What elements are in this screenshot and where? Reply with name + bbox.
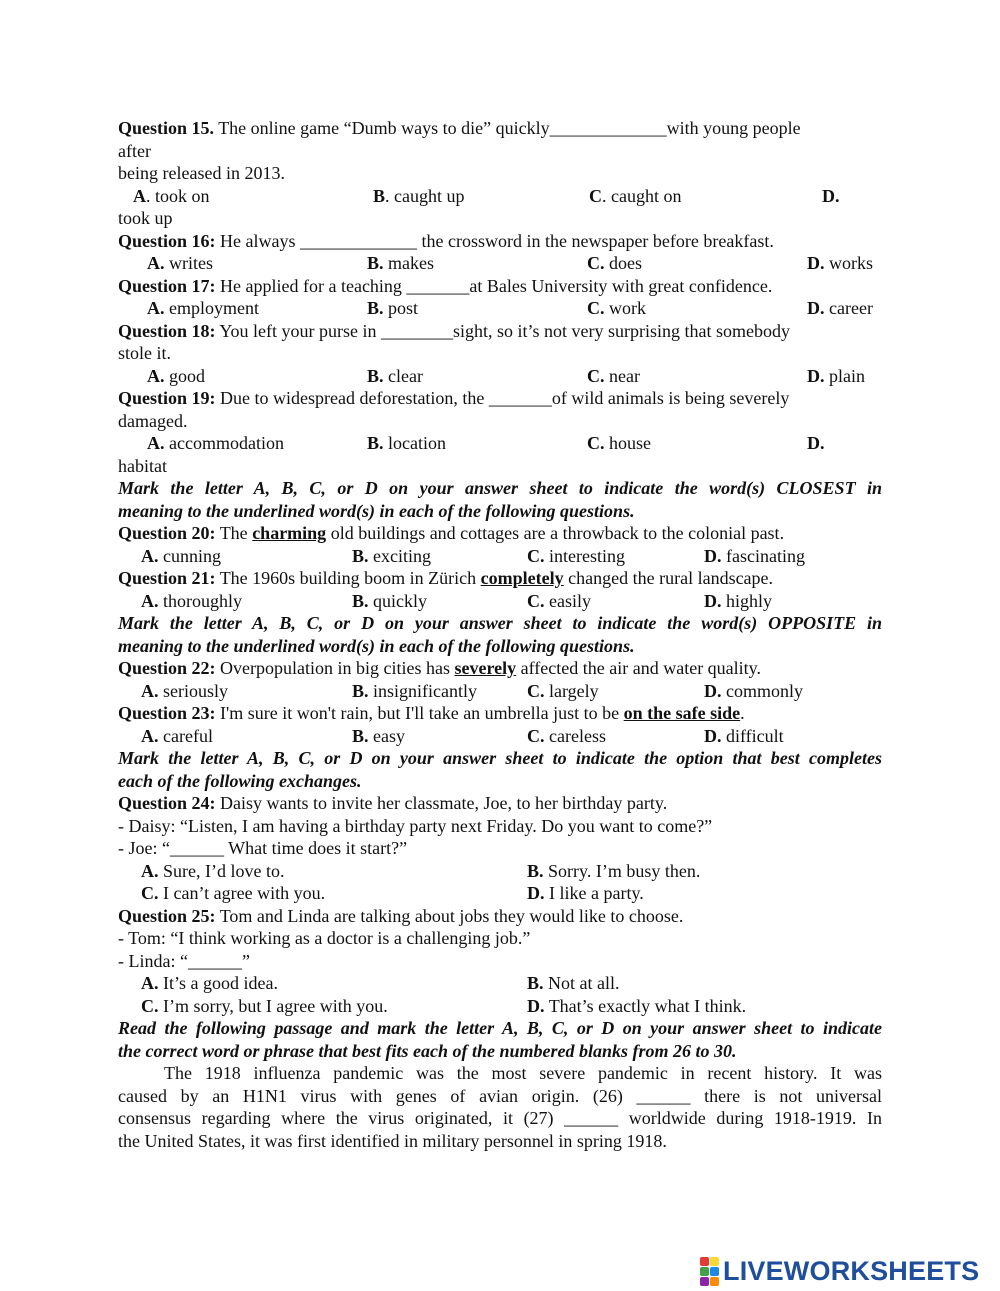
option-a[interactable]: A. employment: [147, 298, 259, 318]
option-a[interactable]: A. accommodation: [147, 433, 284, 453]
dialogue-joe: - Joe: “______ What time does it start?”: [118, 838, 408, 858]
underlined-word: charming: [252, 523, 327, 543]
liveworksheets-logo: [700, 1256, 979, 1286]
worksheet-page: [118, 117, 882, 1152]
option-a[interactable]: A. cunning: [141, 545, 221, 566]
question-25-stem: Question 25: Tom and Linda are talking about jobs they would like to choose.: [118, 905, 684, 926]
option-b[interactable]: B. easy: [352, 725, 405, 746]
option-a[interactable]: A. seriously: [141, 680, 228, 701]
option-b[interactable]: B. Not at all.: [527, 973, 620, 993]
option-a[interactable]: A. thoroughly: [141, 590, 242, 611]
question-18-options: [118, 365, 882, 388]
question-16-options: [118, 252, 882, 275]
option-c[interactable]: C. careless: [527, 725, 606, 746]
option-b[interactable]: B. insignificantly: [352, 680, 477, 701]
option-a[interactable]: A. careful: [141, 725, 213, 746]
option-c[interactable]: C. largely: [527, 680, 599, 701]
option-c[interactable]: C. easily: [527, 590, 591, 611]
underlined-phrase: on the safe side: [623, 703, 741, 723]
instruction-opposite: Mark the letter A, B, C, or D on your answer sheet to indicate the word(s) OPPOSITE in: [118, 613, 882, 633]
logo-block: [710, 1277, 719, 1286]
option-b[interactable]: B. exciting: [352, 545, 431, 566]
option-d[interactable]: D. career: [807, 298, 873, 318]
question-21-options: [118, 590, 882, 613]
option-d-text[interactable]: took up: [118, 208, 173, 228]
question-23-stem: Question 23: I'm sure it won't rain, but I'll take an umbrella just to be on the safe side.: [118, 703, 745, 723]
question-19-stem-cont: damaged.: [118, 410, 188, 431]
question-20-options: [118, 545, 882, 568]
option-d-letter[interactable]: D.: [822, 185, 840, 206]
reading-passage: [118, 1062, 882, 1152]
dialogue-linda: - Linda: “______”: [118, 950, 250, 971]
question-24-options-row1: [118, 860, 882, 883]
logo-blocks-icon: [700, 1257, 719, 1286]
option-b[interactable]: B. makes: [367, 253, 434, 273]
option-a[interactable]: A. Sure, I’d love to.: [141, 860, 285, 881]
question-15-stem-cont2: being released in 2013.: [118, 163, 285, 183]
option-b[interactable]: B. post: [367, 298, 419, 318]
option-d[interactable]: D. difficult: [704, 725, 784, 746]
passage-line: consensus regarding where the virus originated, it (27) ______ worldwide during 1918-1919. In: [118, 1108, 882, 1128]
question-17-stem: Question 17: He applied for a teaching _______at Bales University with great confidence.: [118, 275, 773, 296]
instruction-closest-cont: meaning to the underlined word(s) in each of the following questions.: [118, 500, 635, 521]
passage-line: The 1918 influenza pandemic was the most severe pandemic in recent history. It was: [164, 1063, 882, 1083]
question-25-options-row1: [118, 972, 882, 995]
question-22-stem: Question 22: Overpopulation in big cities has severely affected the air and water quality.: [118, 658, 762, 678]
instruction-exchange: Mark the letter A, B, C, or D on your answer sheet to indicate the option that best completes: [118, 748, 882, 768]
question-25-options-row2: [118, 995, 882, 1018]
option-c[interactable]: C. does: [587, 253, 642, 273]
option-b[interactable]: B. clear: [367, 365, 423, 386]
passage-line: caused by an H1N1 virus with genes of avian origin. (26) ______ there is not universal: [118, 1085, 882, 1106]
option-d[interactable]: D. I like a party.: [527, 883, 644, 903]
option-d[interactable]: D. fascinating: [704, 545, 805, 566]
question-20-stem: Question 20: The charming old buildings and cottages are a throwback to the colonial past.: [118, 523, 785, 543]
instruction-opposite-cont: meaning to the underlined word(s) in each of the following questions.: [118, 635, 635, 656]
option-c[interactable]: C. interesting: [527, 545, 625, 566]
question-18-stem: Question 18: You left your purse in ________sight, so it’s not very surprising that somebody: [118, 320, 791, 341]
logo-block: [700, 1267, 709, 1276]
question-15-stem: Question 15. The online game “Dumb ways to die” quickly_____________with young people: [118, 118, 801, 138]
logo-block: [710, 1257, 719, 1266]
option-a[interactable]: A. good: [147, 365, 205, 386]
question-24-options-row2: [118, 882, 882, 905]
question-18-stem-cont: stole it.: [118, 343, 171, 363]
option-b[interactable]: B. caught up: [373, 185, 465, 206]
question-19-stem: Question 19: Due to widespread deforestation, the _______of wild animals is being severely: [118, 388, 790, 408]
option-c[interactable]: C. caught on: [589, 185, 682, 206]
option-d[interactable]: D. highly: [704, 590, 773, 611]
option-c[interactable]: C. I’m sorry, but I agree with you.: [141, 995, 388, 1016]
option-c[interactable]: C. work: [587, 298, 646, 318]
question-15-options: [118, 185, 882, 208]
logo-block: [700, 1257, 709, 1266]
option-b[interactable]: B. Sorry. I’m busy then.: [527, 860, 701, 881]
option-d[interactable]: D. works: [807, 253, 873, 273]
dialogue-daisy: - Daisy: “Listen, I am having a birthday party next Friday. Do you want to come?”: [118, 815, 713, 836]
underlined-word: completely: [480, 568, 564, 588]
option-b[interactable]: B. location: [367, 433, 446, 453]
option-d[interactable]: D. plain: [807, 365, 865, 386]
question-19-options: [118, 432, 882, 455]
instruction-passage: Read the following passage and mark the letter A, B, C, or D on your answer sheet to indicate: [118, 1018, 882, 1038]
question-22-options: [118, 680, 882, 703]
option-b[interactable]: B. quickly: [352, 590, 428, 611]
question-15-stem-cont: after: [118, 140, 151, 161]
logo-text: LIVEWORKSHEETS: [723, 1255, 980, 1286]
option-d[interactable]: D. commonly: [704, 680, 803, 701]
option-c[interactable]: C. I can’t agree with you.: [141, 883, 326, 903]
option-d-text[interactable]: habitat: [118, 455, 167, 476]
option-a[interactable]: A. It’s a good idea.: [141, 973, 278, 993]
question-23-options: [118, 725, 882, 748]
instruction-closest: Mark the letter A, B, C, or D on your answer sheet to indicate the word(s) CLOSEST in: [118, 478, 882, 498]
instruction-exchange-cont: each of the following exchanges.: [118, 770, 362, 791]
option-a[interactable]: A. took on: [133, 185, 210, 206]
dialogue-tom: - Tom: “I think working as a doctor is a challenging job.”: [118, 928, 531, 948]
logo-block: [710, 1267, 719, 1276]
question-17-options: [118, 297, 882, 320]
option-c[interactable]: C. house: [587, 433, 651, 453]
underlined-word: severely: [454, 658, 517, 678]
logo-block: [700, 1277, 709, 1286]
question-21-stem: Question 21: The 1960s building boom in Zürich completely changed the rural landscape.: [118, 568, 774, 588]
option-d[interactable]: D. That’s exactly what I think.: [527, 995, 747, 1016]
option-c[interactable]: C. near: [587, 365, 640, 386]
passage-line: the United States, it was first identified in military personnel in spring 1918.: [118, 1130, 667, 1151]
instruction-passage-cont: the correct word or phrase that best fits each of the numbered blanks from 26 to 30.: [118, 1040, 737, 1061]
option-d-letter[interactable]: D.: [807, 433, 825, 453]
option-a[interactable]: A. writes: [147, 253, 213, 273]
question-24-stem: Question 24: Daisy wants to invite her classmate, Joe, to her birthday party.: [118, 793, 668, 813]
question-16-stem: Question 16: He always _____________ the crossword in the newspaper before breakfast.: [118, 230, 774, 251]
